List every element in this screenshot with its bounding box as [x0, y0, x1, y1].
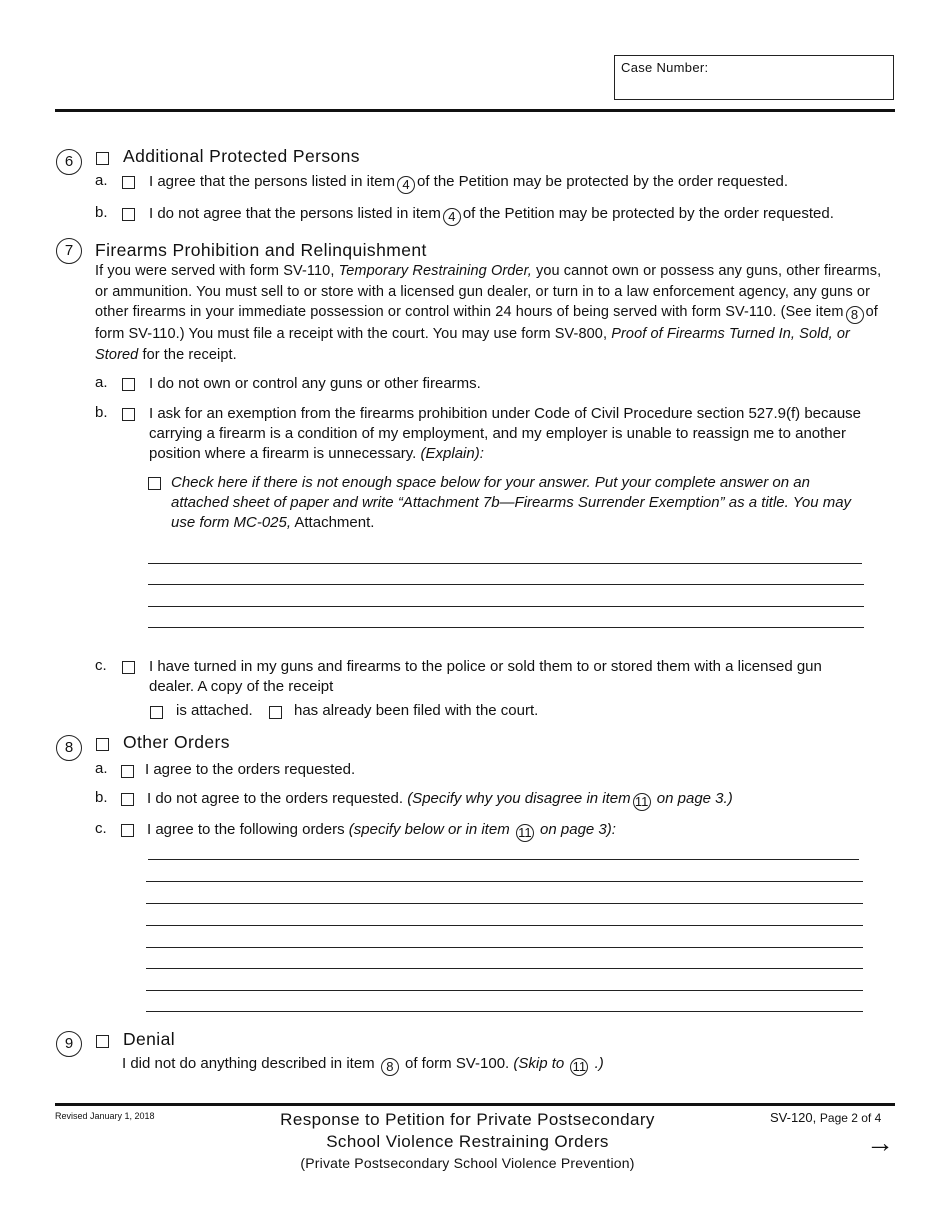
page-number: Page 2 of 4	[819, 1111, 882, 1125]
item-8b-letter: b.	[95, 789, 108, 806]
answer-line[interactable]	[148, 584, 864, 585]
answer-line[interactable]	[146, 903, 863, 904]
answer-line[interactable]	[146, 1011, 863, 1012]
item-ref-circle: 4	[443, 208, 461, 226]
item-7b-checkbox[interactable]	[122, 408, 135, 421]
item-6a-letter: a.	[95, 172, 108, 189]
item-ref-circle: 11	[570, 1058, 588, 1076]
intro-text: of form SV-110.) You must file a receipt with the court. You may use form SV-800,	[95, 304, 878, 342]
item-8-checkbox[interactable]	[96, 738, 109, 751]
item-6b-text-post: of the Petition may be protected by the order requested.	[462, 205, 834, 222]
intro-text: If you were served with form SV-110,	[95, 263, 339, 279]
item-number-9: 9	[56, 1031, 82, 1057]
item-7b-attachment-checkbox[interactable]	[148, 477, 161, 490]
attachment-tail: Attachment.	[291, 514, 375, 531]
item-6b-letter: b.	[95, 204, 108, 221]
receipt-filed-label: has already been filed with the court.	[294, 702, 539, 719]
answer-line[interactable]	[146, 947, 863, 948]
item-8a-checkbox[interactable]	[121, 765, 134, 778]
answer-line[interactable]	[148, 627, 864, 628]
item-6a-checkbox[interactable]	[122, 176, 135, 189]
answer-line[interactable]	[148, 563, 862, 564]
item-7b-letter: b.	[95, 404, 108, 421]
item-8a-text: I agree to the orders requested.	[145, 761, 356, 778]
intro-text: for the receipt.	[138, 346, 237, 363]
header-rule	[55, 109, 895, 112]
item-7c-checkbox[interactable]	[122, 661, 135, 674]
answer-line[interactable]	[146, 968, 863, 969]
item-9-body-mid: of form SV-100.	[405, 1055, 510, 1072]
item-ref-circle: 11	[516, 824, 534, 842]
item-ref-circle: 8	[381, 1058, 399, 1076]
answer-line[interactable]	[146, 881, 863, 882]
next-page-arrow-icon: →	[866, 1127, 894, 1158]
item-7b-text	[149, 404, 879, 464]
item-7a-checkbox[interactable]	[122, 378, 135, 391]
form-subtitle: (Private Postsecondary School Violence Prevention)	[300, 1155, 635, 1171]
item-9-checkbox[interactable]	[96, 1035, 109, 1048]
item-8c-instructions-end: on page 3):	[540, 821, 616, 838]
item-9-body: I did not do anything described in item	[122, 1055, 375, 1072]
item-7a-text: I do not own or control any guns or other firearms.	[149, 375, 481, 392]
item-8c-letter: c.	[95, 820, 107, 837]
answer-line[interactable]	[148, 606, 864, 607]
item-6a-text-pre: I agree that the persons listed in item	[149, 173, 395, 190]
item-number-8: 8	[56, 735, 82, 761]
answer-line[interactable]	[146, 925, 863, 926]
item-8c-instructions: (specify below or in item	[348, 821, 510, 838]
item-7a-letter: a.	[95, 374, 108, 391]
item-6b-text-pre: I do not agree that the persons listed in item	[149, 205, 441, 222]
intro-text: you cannot own or possess any guns, other firearms, or ammunition. You must sell to or store with a licensed gun dealer, or turn in to a law enforcement agency, any guns or other firearms in your immediate possession or control within 24 hours of being served with form SV-110. (See item	[95, 263, 882, 320]
revision-date: Revised January 1, 2018	[55, 1111, 155, 1121]
item-number-6: 6	[56, 149, 82, 175]
receipt-filed-checkbox[interactable]	[269, 706, 282, 719]
item-8b-text	[147, 789, 733, 811]
item-6a-text	[149, 172, 788, 194]
item-8b-instructions-end: on page 3.)	[656, 790, 733, 807]
item-8b-instructions: (Specify why you disagree in item	[407, 790, 631, 807]
item-7b-attachment-text	[171, 473, 871, 533]
item-8c-checkbox[interactable]	[121, 824, 134, 837]
answer-line[interactable]	[146, 990, 863, 991]
receipt-attached-label: is attached.	[176, 702, 253, 719]
item-8c-body: I agree to the following orders	[147, 821, 345, 838]
form-id: SV-120,	[770, 1110, 817, 1125]
item-8b-body: I do not agree to the orders requested.	[147, 790, 404, 807]
item-6-checkbox[interactable]	[96, 152, 109, 165]
receipt-attached-checkbox[interactable]	[150, 706, 163, 719]
form-title-line-2: School Violence Restraining Orders	[326, 1132, 609, 1151]
case-number-label: Case Number:	[621, 60, 709, 75]
attachment-instructions: Check here if there is not enough space below for your answer. Put your complete answer on an attached sheet of paper and write “Attachment 7b—Firearms Surrender Exemption” as a title. You may use form MC-025,	[171, 474, 852, 531]
item-9-skip: (Skip to	[513, 1055, 565, 1072]
item-7-title: Firearms Prohibition and Relinquishment	[95, 240, 427, 260]
case-number-box	[614, 55, 894, 100]
item-6b-text	[149, 204, 834, 226]
item-7b-explain: (Explain):	[420, 445, 484, 462]
item-9-text	[122, 1054, 604, 1076]
item-8c-text	[147, 820, 616, 842]
item-6b-checkbox[interactable]	[122, 208, 135, 221]
item-number-7: 7	[56, 238, 82, 264]
form-title-italic: Temporary Restraining Order,	[338, 263, 532, 279]
item-ref-circle: 8	[846, 306, 864, 324]
item-9-skip-end: .)	[594, 1055, 604, 1072]
item-7c-letter: c.	[95, 657, 107, 674]
item-6a-text-post: of the Petition may be protected by the order requested.	[416, 173, 789, 190]
item-6-title: Additional Protected Persons	[123, 146, 360, 166]
item-9-title: Denial	[123, 1029, 176, 1049]
footer-rule	[55, 1103, 895, 1106]
item-8a-letter: a.	[95, 760, 108, 777]
form-title-line-1: Response to Petition for Private Postsecondary	[280, 1110, 655, 1129]
item-8-title: Other Orders	[123, 732, 230, 752]
form-title-italic: Proof of Firearms Turned In, Sold, or Stored	[95, 326, 850, 363]
item-7c-text: I have turned in my guns and firearms to the police or sold them to or stored them with a licensed gun dealer. A copy of the receipt	[149, 658, 822, 695]
item-8b-checkbox[interactable]	[121, 793, 134, 806]
form-page-info	[770, 1110, 881, 1125]
item-ref-circle: 11	[633, 793, 651, 811]
answer-line[interactable]	[148, 859, 859, 860]
item-7b-body: I ask for an exemption from the firearms prohibition under Code of Civil Procedure section 527.9(f) because carrying a firearm is a condition of my employment, and my employer is unable to reassign me to another position where a firearm is unnecessary.	[149, 405, 862, 462]
item-ref-circle: 4	[397, 176, 415, 194]
item-7-intro	[95, 261, 885, 365]
